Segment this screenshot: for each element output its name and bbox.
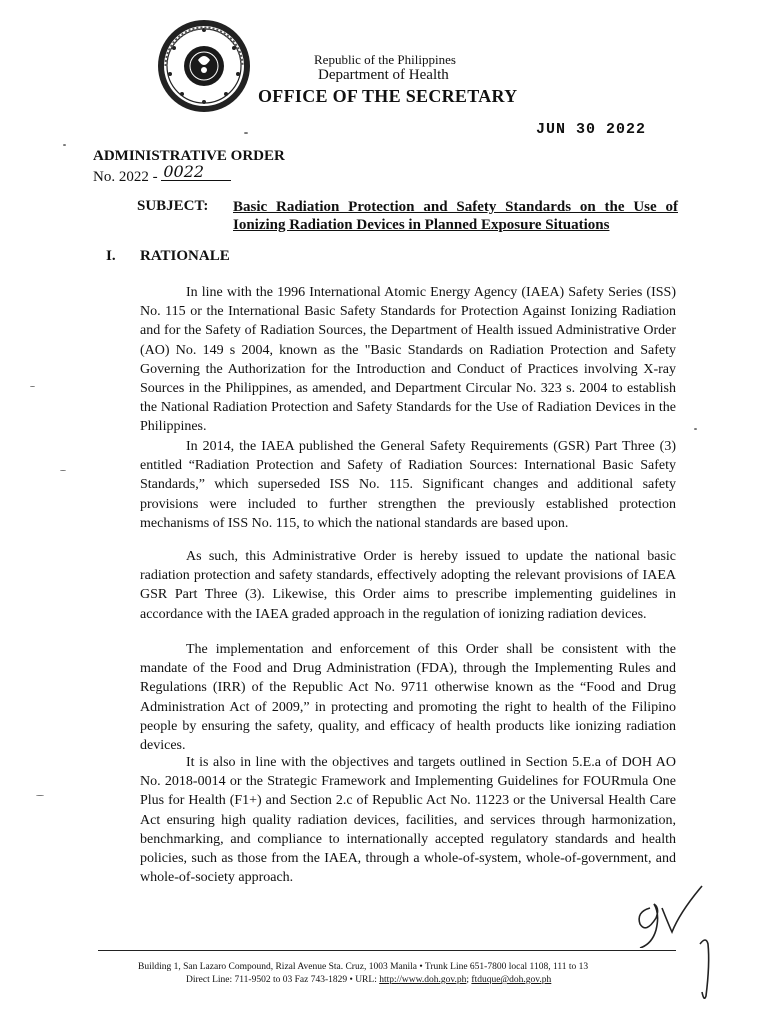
republic-heading: Republic of the Philippines [314, 52, 456, 67]
paragraph-text: The implementation and enforcement of this Order shall be consistent with the mandate of the Food and Drug Administration (FDA), through the Implementing Rules and Regulations (IRR) of the Republic Act No. 9711 otherwise known as the “Food and Drug Administration Act of 2009,” in protecting and promoting the right to health of the Filipino people by ensuring the safety, quality, and efficacy of health products like ionizing radiation devices. [140, 642, 676, 754]
paragraph [140, 640, 676, 755]
scan-speck [694, 428, 697, 430]
order-number-prefix: No. 2022 - [93, 169, 162, 185]
paragraph-text: In 2014, the IAEA published the General Safety Requirements (GSR) Part Three (3) entitled “Radiation Protection and Safety of Radiation Sources: International Basic Safety Standards,” which superseded ISS No. 115. Significant changes and additional safety provisions were included to further strengthen the previously established protection mechanisms of ISS No. 115, to which the national standards are based upon. [140, 439, 676, 531]
scan-speck [60, 470, 66, 471]
footer-rule [98, 950, 676, 951]
footer-phone: Direct Line: 711-9502 to 03 Faz 743-1829 • URL: [186, 975, 380, 985]
order-number [93, 162, 231, 186]
scan-speck [244, 132, 248, 134]
order-number-blank [161, 162, 231, 181]
footer-url-link[interactable]: http://www.doh.gov.ph [379, 975, 467, 985]
page-mark-handwritten [694, 934, 714, 1004]
date-stamp: JUN 30 2022 [536, 121, 647, 138]
section-title: RATIONALE [140, 248, 230, 264]
paragraph-text: As such, this Administrative Order is hereby issued to update the national basic radiation protection and safety standards, effectively adopting the relevant provisions of IAEA GSR Part Three (3). Likewise, this Order aims to prescribe implementing guidelines in accordance with the IAEA graded approach in the regulation of ionizing radiation devices. [140, 549, 676, 622]
footer-contact [186, 975, 551, 985]
scan-speck [36, 795, 44, 796]
department-heading: Department of Health [318, 67, 449, 83]
office-heading: OFFICE OF THE SECRETARY [258, 86, 518, 106]
order-number-handwritten: 0022 [163, 162, 205, 181]
paragraph [140, 283, 676, 437]
paragraph [140, 437, 676, 533]
doh-seal-logo [140, 18, 268, 114]
paragraph [140, 547, 676, 624]
paragraph [140, 753, 676, 887]
footer-email-link[interactable]: ftduque@doh.gov.ph [471, 975, 552, 985]
subject-label: SUBJECT: [137, 198, 209, 214]
paragraph-text: In line with the 1996 International Atomic Energy Agency (IAEA) Safety Series (ISS) No. 115 or the International Basic Safety Standards for Protection Against Ionizing Radiation and for the Safety of Radiation Sources, the Department of Health issued Administrative Order (AO) No. 149 s 2004, known as the "Basic Standards on Radiation Protection and Safety Governing the Authorization for the Introduction and Conduct of Practices involving X-ray Sources in the Philippines, as amended, and Department Circular No. 323 s. 2004 to establish the National Radiation Protection and Safety Standards for the Use of Radiation Devices in the Philippines. [140, 285, 676, 435]
paragraph-text: It is also in line with the objectives and targets outlined in Section 5.E.a of DOH AO No. 2018-0014 or the Strategic Framework and Implementing Guidelines for FOURmula One Plus for Health (F1+) and Section 2.c of Republic Act No. 11223 or the Universal Health Care Act ensuring high quality radiation devices, facilities, and services through harmonization, benchmarking, and compliance to internationally accepted regulatory standards and health policies, such as those from the IAEA, through a whole-of-system, whole-of-government, and whole-of-society approach. [140, 755, 676, 886]
scan-speck [63, 144, 66, 146]
footer-separator: ; [466, 975, 472, 985]
section-number: I. [106, 248, 116, 264]
subject-text: Basic Radiation Protection and Safety Standards on the Use of Ionizing Radiation Devices in Planned Exposure Situations [233, 199, 678, 233]
order-title: ADMINISTRATIVE ORDER [93, 148, 285, 164]
scan-speck [30, 386, 35, 387]
footer-address: Building 1, San Lazaro Compound, Rizal Avenue Sta. Cruz, 1003 Manila • Trunk Line 651-7800 local 1108, 111 to 13 [138, 962, 589, 972]
